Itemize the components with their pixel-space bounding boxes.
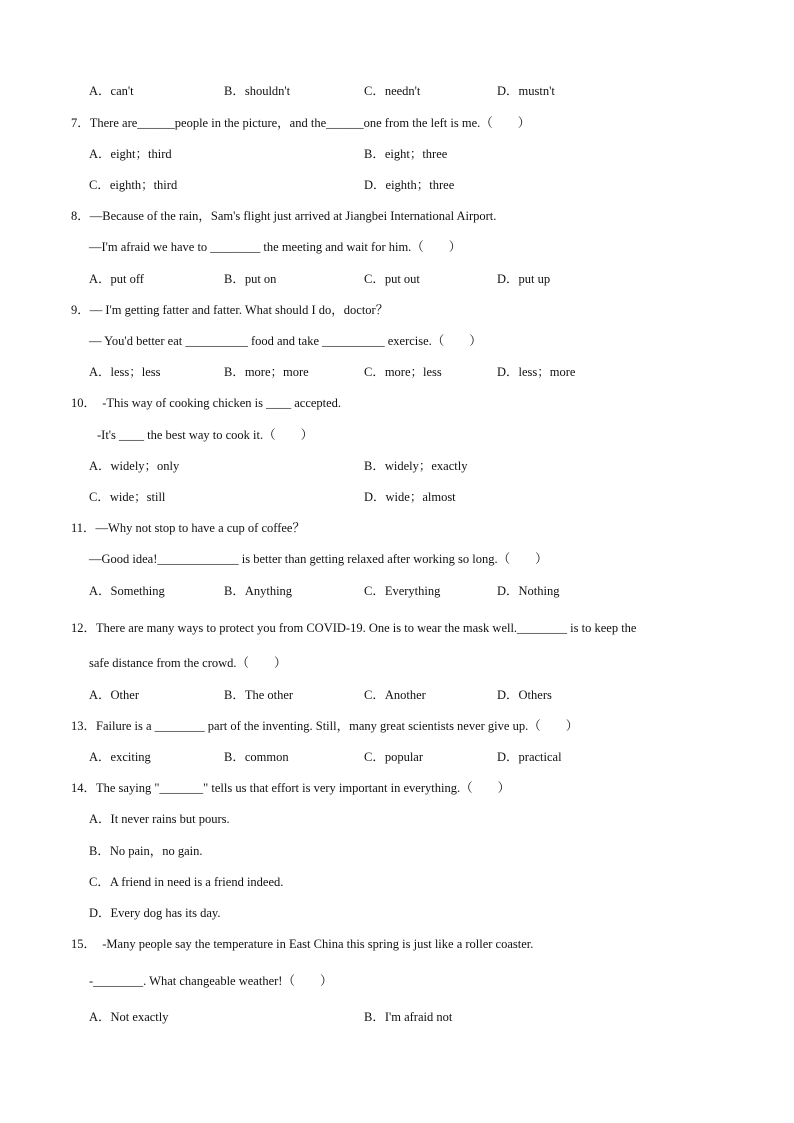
q9-option-d: D．less；more [497, 365, 576, 379]
q9-option-b: B．more；more [224, 365, 309, 379]
q8-option-c: C．put out [364, 272, 420, 286]
q6-option-a: A．can't [89, 84, 134, 98]
q7-option-b: B．eight；three [364, 147, 448, 161]
q14-stem: 14．The saying "_______" tells us that effort is very important in everything.（ ） [71, 781, 511, 795]
q9-stem-line2: — You'd better eat __________ food and take __________ exercise.（ ） [89, 334, 482, 348]
q12-option-a: A．Other [89, 688, 139, 702]
q13-option-d: D．practical [497, 750, 562, 764]
q6-option-c: C．needn't [364, 84, 421, 98]
q12-stem-line1: 12．There are many ways to protect you from COVID-19. One is to wear the mask well.________ is to keep the [71, 621, 637, 635]
q13-option-c: C．popular [364, 750, 424, 764]
q7-option-d: D．eighth；three [364, 178, 455, 192]
q14-option-c: C．A friend in need is a friend indeed. [89, 875, 284, 889]
q11-option-c: C．Everything [364, 584, 441, 598]
q10-stem-line2: -It's ____ the best way to cook it.（ ） [97, 428, 314, 442]
q11-option-d: D．Nothing [497, 584, 560, 598]
q6-option-b: B．shouldn't [224, 84, 291, 98]
q6-option-d: D．mustn't [497, 84, 555, 98]
q14-option-a: A．It never rains but pours. [89, 812, 230, 826]
q15-option-a: A．Not exactly [89, 1010, 169, 1024]
q10-option-d: D．wide；almost [364, 490, 456, 504]
q8-stem-line2: —I'm afraid we have to ________ the meeting and wait for him.（ ） [89, 240, 462, 254]
q8-option-b: B．put on [224, 272, 277, 286]
q14-option-d: D．Every dog has its day. [89, 906, 221, 920]
q13-stem: 13．Failure is a ________ part of the inventing. Still，many great scientists never give up.（ ） [71, 719, 579, 733]
q8-stem-line1: 8．—Because of the rain，Sam's flight just arrived at Jiangbei International Airport. [71, 209, 497, 223]
q15-stem-line1: 15． -Many people say the temperature in East China this spring is just like a roller coaster. [71, 937, 534, 951]
q9-option-c: C．more；less [364, 365, 442, 379]
q12-stem-line2: safe distance from the crowd.（ ） [89, 656, 287, 670]
q10-stem-line1: 10． -This way of cooking chicken is ____ accepted. [71, 396, 342, 410]
q15-option-b: B．I'm afraid not [364, 1010, 453, 1024]
q13-option-b: B．common [224, 750, 289, 764]
q15-stem-line2: -________. What changeable weather!（ ） [89, 974, 333, 988]
q12-option-c: C．Another [364, 688, 426, 702]
q11-stem-line1: 11．—Why not stop to have a cup of coffee？ [71, 521, 305, 535]
q9-stem-line1: 9．— I'm getting fatter and fatter. What should I do，doctor？ [71, 303, 389, 317]
q11-stem-line2: —Good idea!_____________ is better than getting relaxed after working so long.（ ） [89, 552, 548, 566]
q8-option-d: D．put up [497, 272, 551, 286]
q10-option-b: B．widely；exactly [364, 459, 468, 473]
q9-option-a: A．less；less [89, 365, 161, 379]
q7-option-c: C．eighth；third [89, 178, 178, 192]
q12-option-d: D．Others [497, 688, 552, 702]
q13-option-a: A．exciting [89, 750, 151, 764]
q8-option-a: A．put off [89, 272, 144, 286]
q10-option-a: A．widely；only [89, 459, 180, 473]
q7-stem: 7．There are______people in the picture，and the______one from the left is me.（ ） [71, 116, 531, 130]
q11-option-b: B．Anything [224, 584, 293, 598]
q11-option-a: A．Something [89, 584, 165, 598]
q7-option-a: A．eight；third [89, 147, 172, 161]
q10-option-c: C．wide；still [89, 490, 166, 504]
q12-option-b: B．The other [224, 688, 294, 702]
q14-option-b: B．No pain，no gain. [89, 844, 203, 858]
